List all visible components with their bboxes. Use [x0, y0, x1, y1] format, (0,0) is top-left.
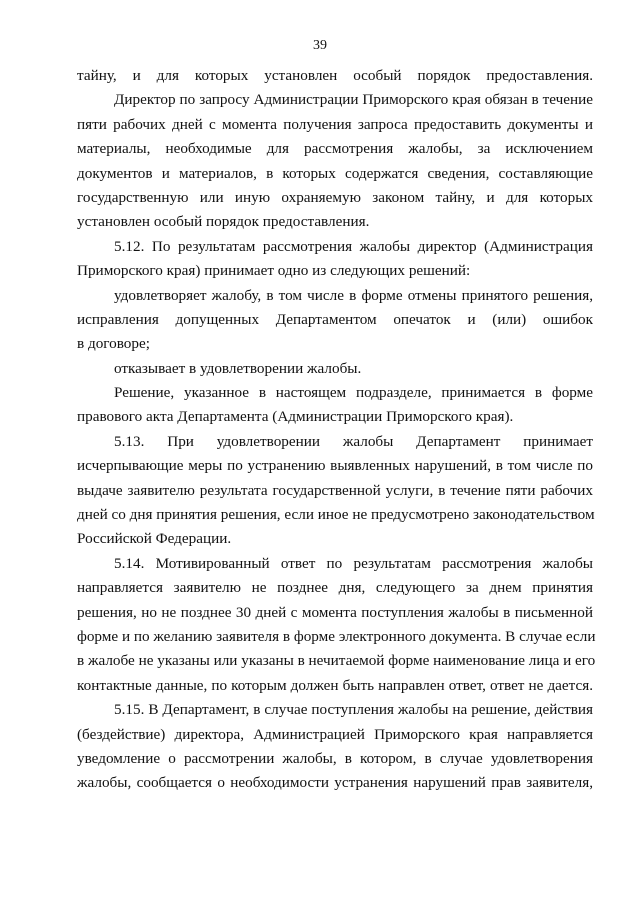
text-line: 5.12. По результатам рассмотрения жалобы директор (Администрация [114, 237, 593, 255]
text-line: 5.14. Мотивированный ответ по результатам рассмотрения жалобы [114, 554, 593, 572]
text-line: в договоре; [77, 335, 150, 353]
text-line: уведомление о рассмотрении жалобы, в котором, в случае удовлетворения [77, 749, 593, 767]
text-line: жалобы, сообщается о необходимости устранения нарушений прав заявителя, [77, 774, 593, 792]
text-line: государственную или иную охраняемую законом тайну, и для которых [77, 188, 593, 206]
text-line: исправления допущенных Департаментом опечаток и (или) ошибок [77, 310, 593, 328]
text-line: Приморского края) принимает одно из следующих решений: [77, 262, 471, 280]
text-line: установлен особый порядок предоставления. [77, 213, 370, 231]
text-line: правового акта Департамента (Администрации Приморского края). [77, 408, 514, 426]
text-line: контактные данные, по которым должен быть направлен ответ, ответ не дается. [77, 676, 593, 694]
text-line: 5.13. При удовлетворении жалобы Департамент принимает [114, 432, 593, 450]
text-line: выдаче заявителю результата государственной услуги, в течение пяти рабочих [77, 481, 593, 499]
text-line: форме и по желанию заявителя в форме электронного документа. В случае если [77, 627, 596, 645]
text-line: пяти рабочих дней с момента получения запроса предоставить документы и [77, 115, 593, 133]
page-number: 39 [313, 38, 327, 53]
text-line: удовлетворяет жалобу, в том числе в форме отмены принятого решения, [114, 286, 593, 304]
text-line: Директор по запросу Администрации Приморского края обязан в течение [114, 91, 593, 109]
text-line: дней со дня принятия решения, если иное не предусмотрено законодательством [77, 506, 595, 524]
text-line: Российской Федерации. [77, 530, 232, 548]
text-line: направляется заявителю не позднее дня, следующего за днем принятия [77, 579, 593, 597]
text-line: материалы, необходимые для рассмотрения жалобы, за исключением [77, 140, 593, 158]
text-line: Решение, указанное в настоящем подразделе, принимается в форме [114, 384, 593, 402]
text-line: исчерпывающие меры по устранению выявленных нарушений, в том числе по [77, 457, 593, 475]
text-line: в жалобе не указаны или указаны в нечитаемой форме наименование лица и его [77, 652, 596, 670]
text-line: тайну, и для которых установлен особый порядок предоставления. [77, 67, 593, 84]
text-line: (бездействие) директора, Администрацией Приморского края направляется [77, 725, 593, 743]
text-line: отказывает в удовлетворении жалобы. [114, 359, 362, 377]
document-body [77, 64, 596, 796]
text-line: документов и материалов, в которых содержатся сведения, составляющие [77, 164, 593, 182]
text-line: решения, но не позднее 30 дней с момента поступления жалобы в письменной [77, 603, 593, 621]
text-line: 5.15. В Департамент, в случае поступления жалобы на решение, действия [114, 701, 593, 719]
